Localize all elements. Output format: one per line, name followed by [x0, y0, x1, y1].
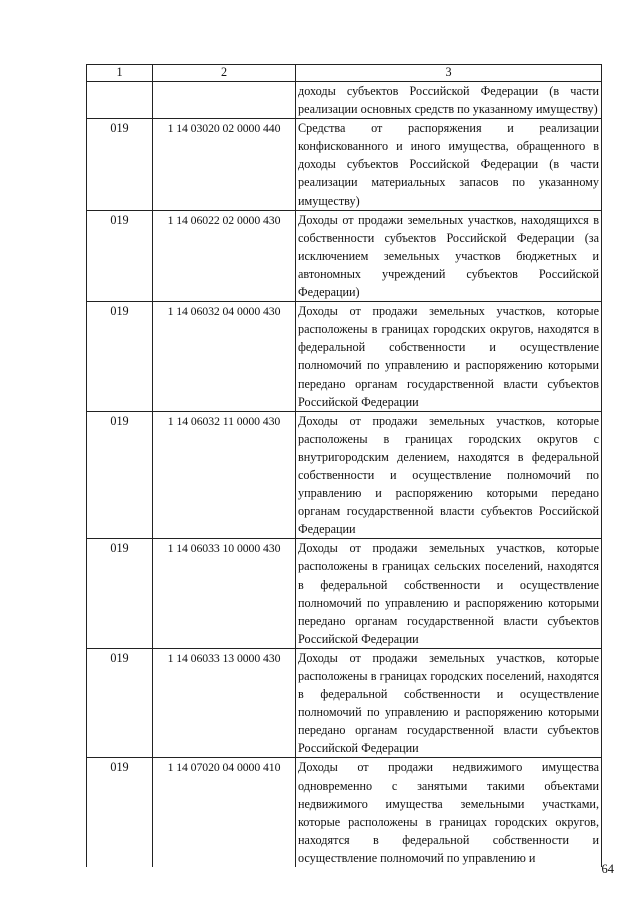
kbk-code-cell: 1 14 06032 04 0000 430 [153, 302, 296, 412]
admin-code-cell: 019 [87, 758, 153, 867]
continuation-description: доходы субъектов Российской Федерации (в части реализации основных средств по указанному имуществу) [296, 82, 602, 119]
revenue-codes-table [86, 64, 602, 867]
continuation-empty-cell [87, 82, 153, 119]
admin-code-cell: 019 [87, 302, 153, 412]
kbk-code-cell: 1 14 06032 11 0000 430 [153, 411, 296, 539]
description-cell: Доходы от продажи недвижимого имущества одновременно с занятыми такими объектами недвижимого имущества земельными участками, которые расположены в границах городских округов, находятся в федеральной собственности и осуществление полномочий по управлению и [296, 758, 602, 867]
table-row [87, 539, 602, 649]
description-cell: Доходы от продажи земельных участков, которые расположены в границах городских округов, находятся в федеральной собственности и осуществление полномочий по управлению и распоряжению которыми передано органам государственной власти субъектов Российской Федерации [296, 302, 602, 412]
continuation-row [87, 82, 602, 119]
description-cell: Доходы от продажи земельных участков, находящихся в собственности субъектов Российской Федерации (за исключением земельных участков бюджетных и автономных учреждений субъектов Российской Федерации) [296, 210, 602, 301]
table-row [87, 648, 602, 758]
description-cell: Доходы от продажи земельных участков, которые расположены в границах городских округов с внутригородским делением, находятся в федеральной собственности и осуществление полномочий по управлению и распоряжению которыми передано органам государственной власти субъектов Российской Федерации [296, 411, 602, 539]
table-row [87, 302, 602, 412]
table-header-row [87, 65, 602, 82]
description-cell: Доходы от продажи земельных участков, которые расположены в границах городских поселений, находятся в федеральной собственности и осуществление полномочий по управлению и распоряжению которыми передано органам государственной власти субъектов Российской Федерации [296, 648, 602, 758]
header-col-3: 3 [296, 65, 602, 82]
admin-code-cell: 019 [87, 411, 153, 539]
continuation-empty-cell [153, 82, 296, 119]
kbk-code-cell: 1 14 07020 04 0000 410 [153, 758, 296, 867]
table-row [87, 758, 602, 867]
table-row [87, 210, 602, 301]
description-cell: Средства от распоряжения и реализации конфискованного и иного имущества, обращенного в доходы субъектов Российской Федерации (в части реализации материальных запасов по указанному имуществу) [296, 119, 602, 210]
admin-code-cell: 019 [87, 119, 153, 210]
kbk-code-cell: 1 14 06033 10 0000 430 [153, 539, 296, 649]
header-col-2: 2 [153, 65, 296, 82]
description-cell: Доходы от продажи земельных участков, которые расположены в границах сельских поселений, находятся в федеральной собственности и осуществление полномочий по управлению и распоряжению которыми передано органам государственной власти субъектов Российской Федерации [296, 539, 602, 649]
admin-code-cell: 019 [87, 210, 153, 301]
kbk-code-cell: 1 14 06022 02 0000 430 [153, 210, 296, 301]
admin-code-cell: 019 [87, 648, 153, 758]
page-number: 64 [601, 862, 614, 876]
admin-code-cell: 019 [87, 539, 153, 649]
kbk-code-cell: 1 14 03020 02 0000 440 [153, 119, 296, 210]
table-row [87, 119, 602, 210]
table-row [87, 411, 602, 539]
header-col-1: 1 [87, 65, 153, 82]
kbk-code-cell: 1 14 06033 13 0000 430 [153, 648, 296, 758]
